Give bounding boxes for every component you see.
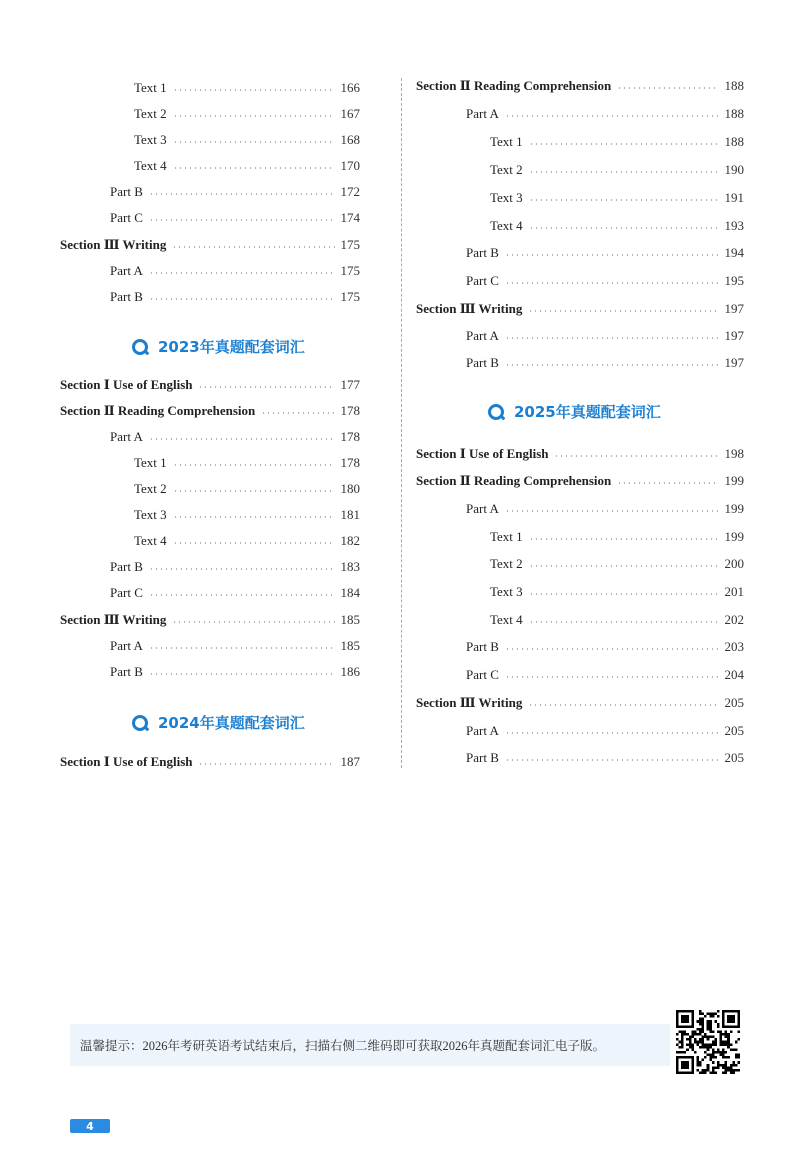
dot-leader	[172, 621, 334, 623]
heading-title: 2023年真题配套词汇	[158, 338, 305, 356]
toc-entry[interactable]	[416, 610, 744, 630]
dot-leader	[505, 759, 719, 761]
toc-entry-page: 178	[340, 455, 360, 470]
toc-entry-label: Part A	[110, 638, 143, 653]
dot-leader	[149, 438, 335, 440]
dot-leader	[617, 87, 718, 89]
dot-leader	[529, 621, 719, 623]
dot-leader	[505, 115, 719, 117]
dot-leader	[173, 115, 335, 117]
dot-leader	[149, 272, 335, 274]
dot-leader	[554, 455, 718, 457]
toc-entry-page: 193	[724, 218, 744, 233]
toc-entry-page: 202	[724, 612, 744, 627]
toc-entry[interactable]	[416, 499, 744, 519]
toc-entry-label: Text 1	[134, 80, 167, 95]
toc-entry[interactable]	[416, 444, 744, 464]
toc-entry-page: 177	[340, 377, 360, 392]
dot-leader	[173, 464, 335, 466]
magnifier-icon	[132, 339, 148, 355]
dot-leader	[173, 542, 335, 544]
toc-entry-label: Part C	[466, 667, 499, 682]
toc-entry-page: 197	[724, 355, 744, 370]
toc-entry-page: 201	[724, 584, 744, 599]
dot-leader	[173, 141, 335, 143]
dot-leader	[173, 167, 335, 169]
toc-entry-page: 200	[724, 556, 744, 571]
toc-entry-page: 203	[724, 639, 744, 654]
qr-code-icon[interactable]	[676, 1010, 740, 1074]
dot-leader	[149, 568, 335, 570]
toc-entry-page: 182	[340, 533, 360, 548]
toc-entry-label: Text 3	[490, 584, 523, 599]
toc-entry-page: 199	[724, 529, 744, 544]
toc-entry[interactable]	[60, 610, 360, 630]
notice-text: 温馨提示：2026年考研英语考试结束后，扫描右侧二维码即可获取2026年真题配套词汇电子版。	[80, 1039, 606, 1053]
toc-entry-page: 187	[340, 754, 360, 769]
toc-entry[interactable]	[416, 554, 744, 574]
toc-entry[interactable]	[416, 748, 744, 768]
toc-entry-label: Text 4	[134, 158, 167, 173]
toc-entry[interactable]	[416, 353, 744, 373]
toc-entry[interactable]	[60, 375, 360, 395]
toc-entry-label: Section Ⅰ Use of English	[60, 754, 193, 769]
toc-entry-label: Section Ⅱ Reading Comprehension	[416, 78, 612, 93]
toc-entry-label: Section Ⅲ Writing	[60, 237, 167, 252]
dot-leader	[505, 282, 719, 284]
dot-leader	[529, 143, 719, 145]
toc-entry-page: 168	[340, 132, 360, 147]
toc-entry[interactable]	[416, 721, 744, 741]
toc-entry-page: 195	[724, 273, 744, 288]
toc-entry-label: Part C	[110, 210, 143, 225]
toc-entry[interactable]	[60, 156, 360, 176]
magnifier-icon	[488, 404, 504, 420]
toc-entry-label: Text 1	[134, 455, 167, 470]
toc-entry-page: 190	[724, 162, 744, 177]
toc-entry[interactable]	[416, 527, 744, 547]
toc-entry-label: Part A	[466, 501, 499, 516]
toc-entry-label: Part A	[466, 106, 499, 121]
toc-entry-label: Part B	[466, 750, 499, 765]
toc-entry-label: Section Ⅰ Use of English	[60, 377, 193, 392]
toc-entry-page: 188	[724, 106, 744, 121]
toc-entry-label: Part C	[466, 273, 499, 288]
dot-leader	[529, 538, 719, 540]
toc-entry[interactable]	[60, 636, 360, 656]
toc-entry[interactable]	[416, 160, 744, 180]
column-divider	[401, 78, 402, 768]
dot-leader	[505, 254, 719, 256]
toc-entry-label: Text 2	[490, 556, 523, 571]
toc-entry-label: Text 4	[490, 612, 523, 627]
toc-entry-page: 188	[724, 78, 744, 93]
toc-entry[interactable]	[60, 557, 360, 577]
toc-entry-page: 167	[340, 106, 360, 121]
toc-entry-label: Section Ⅱ Reading Comprehension	[416, 473, 612, 488]
toc-entry-label: Part B	[110, 184, 143, 199]
toc-entry[interactable]	[416, 188, 744, 208]
toc-entry-page: 183	[340, 559, 360, 574]
toc-entry[interactable]	[416, 471, 744, 491]
dot-leader	[149, 647, 335, 649]
toc-entry-page: 166	[340, 80, 360, 95]
toc-entry-label: Text 2	[490, 162, 523, 177]
toc-entry[interactable]	[60, 261, 360, 281]
toc-entry-page: 172	[340, 184, 360, 199]
toc-entry-label: Text 2	[134, 106, 167, 121]
dot-leader	[149, 219, 335, 221]
toc-entry-label: Part B	[110, 289, 143, 304]
heading-title: 2025年真题配套词汇	[514, 403, 661, 421]
toc-entry[interactable]	[416, 326, 744, 346]
dot-leader	[505, 676, 719, 678]
toc-entry-label: Section Ⅰ Use of English	[416, 446, 549, 461]
toc-entry[interactable]	[416, 104, 744, 124]
toc-entry-page: 184	[340, 585, 360, 600]
toc-entry[interactable]	[60, 235, 360, 255]
toc-entry[interactable]	[60, 78, 360, 98]
toc-entry-label: Text 1	[490, 134, 523, 149]
dot-leader	[529, 593, 719, 595]
toc-entry-page: 180	[340, 481, 360, 496]
toc-entry-page: 178	[340, 403, 360, 418]
toc-entry-label: Section Ⅲ Writing	[416, 301, 523, 316]
toc-entry[interactable]	[60, 583, 360, 603]
toc-entry[interactable]	[416, 637, 744, 657]
toc-entry-page: 197	[724, 328, 744, 343]
toc-entry[interactable]	[416, 243, 744, 263]
toc-entry[interactable]	[60, 104, 360, 124]
year-heading	[132, 336, 305, 357]
toc-entry-label: Part A	[466, 723, 499, 738]
toc-entry[interactable]	[60, 427, 360, 447]
toc-entry[interactable]	[60, 662, 360, 682]
toc-entry-label: Section Ⅲ Writing	[416, 695, 523, 710]
toc-entry[interactable]	[416, 132, 744, 152]
toc-entry-page: 170	[340, 158, 360, 173]
notice-banner	[70, 1024, 670, 1066]
heading-title: 2024年真题配套词汇	[158, 714, 305, 732]
toc-entry[interactable]	[60, 505, 360, 525]
dot-leader	[505, 648, 719, 650]
dot-leader	[505, 337, 719, 339]
dot-leader	[505, 732, 719, 734]
magnifier-icon	[132, 715, 148, 731]
toc-entry[interactable]	[60, 479, 360, 499]
toc-entry-label: Part B	[110, 664, 143, 679]
toc-entry[interactable]	[60, 453, 360, 473]
dot-leader	[149, 193, 335, 195]
dot-leader	[173, 516, 335, 518]
toc-entry-label: Text 1	[490, 529, 523, 544]
toc-entry-page: 205	[724, 723, 744, 738]
toc-entry[interactable]	[60, 401, 360, 421]
toc-entry-page: 185	[340, 638, 360, 653]
toc-entry-page: 194	[724, 245, 744, 260]
toc-entry-page: 175	[340, 237, 360, 252]
toc-entry-label: Text 3	[490, 190, 523, 205]
dot-leader	[529, 199, 719, 201]
toc-entry[interactable]	[416, 582, 744, 602]
dot-leader	[173, 89, 335, 91]
dot-leader	[529, 227, 719, 229]
toc-entry-label: Text 3	[134, 132, 167, 147]
toc-entry-page: 205	[724, 750, 744, 765]
toc-entry[interactable]	[416, 693, 744, 713]
toc-entry-label: Text 2	[134, 481, 167, 496]
toc-entry-page: 205	[724, 695, 744, 710]
year-heading	[132, 712, 305, 733]
toc-entry[interactable]	[60, 531, 360, 551]
toc-entry-page: 175	[340, 289, 360, 304]
toc-entry-page: 191	[724, 190, 744, 205]
toc-entry[interactable]	[60, 130, 360, 150]
page-number: 4	[86, 1119, 94, 1133]
toc-entry-page: 181	[340, 507, 360, 522]
toc-entry-page: 199	[724, 473, 744, 488]
toc-entry[interactable]	[60, 287, 360, 307]
dot-leader	[198, 763, 334, 765]
dot-leader	[528, 310, 718, 312]
dot-leader	[149, 673, 335, 675]
toc-entry-label: Part A	[110, 429, 143, 444]
dot-leader	[617, 482, 718, 484]
dot-leader	[149, 594, 335, 596]
toc-entry-page: 197	[724, 301, 744, 316]
dot-leader	[173, 490, 335, 492]
toc-entry-page: 175	[340, 263, 360, 278]
toc-entry-label: Part A	[110, 263, 143, 278]
dot-leader	[172, 246, 334, 248]
dot-leader	[528, 704, 718, 706]
toc-entry-label: Part B	[110, 559, 143, 574]
toc-entry-page: 198	[724, 446, 744, 461]
toc-entry-page: 199	[724, 501, 744, 516]
toc-entry-label: Part B	[466, 245, 499, 260]
toc-entry-page: 178	[340, 429, 360, 444]
toc-entry-label: Part A	[466, 328, 499, 343]
page-number-badge	[70, 1119, 110, 1133]
toc-entry[interactable]	[416, 665, 744, 685]
toc-entry[interactable]	[416, 76, 744, 96]
toc-entry-page: 174	[340, 210, 360, 225]
toc-entry-label: Part B	[466, 639, 499, 654]
toc-entry[interactable]	[416, 216, 744, 236]
toc-entry-label: Section Ⅲ Writing	[60, 612, 167, 627]
toc-entry-label: Text 4	[490, 218, 523, 233]
toc-entry-page: 204	[724, 667, 744, 682]
toc-entry-page: 186	[340, 664, 360, 679]
toc-entry[interactable]	[416, 299, 744, 319]
dot-leader	[198, 386, 334, 388]
dot-leader	[261, 412, 334, 414]
dot-leader	[529, 171, 719, 173]
toc-entry[interactable]	[60, 208, 360, 228]
toc-entry[interactable]	[60, 182, 360, 202]
toc-entry-label: Text 4	[134, 533, 167, 548]
dot-leader	[505, 364, 719, 366]
dot-leader	[505, 510, 719, 512]
toc-entry-label: Text 3	[134, 507, 167, 522]
toc-entry-label: Part B	[466, 355, 499, 370]
year-heading	[488, 401, 661, 422]
dot-leader	[149, 298, 335, 300]
toc-entry-label: Section Ⅱ Reading Comprehension	[60, 403, 256, 418]
toc-entry-label: Part C	[110, 585, 143, 600]
toc-entry-page: 188	[724, 134, 744, 149]
toc-entry[interactable]	[60, 752, 360, 772]
dot-leader	[529, 565, 719, 567]
toc-entry-page: 185	[340, 612, 360, 627]
toc-entry[interactable]	[416, 271, 744, 291]
